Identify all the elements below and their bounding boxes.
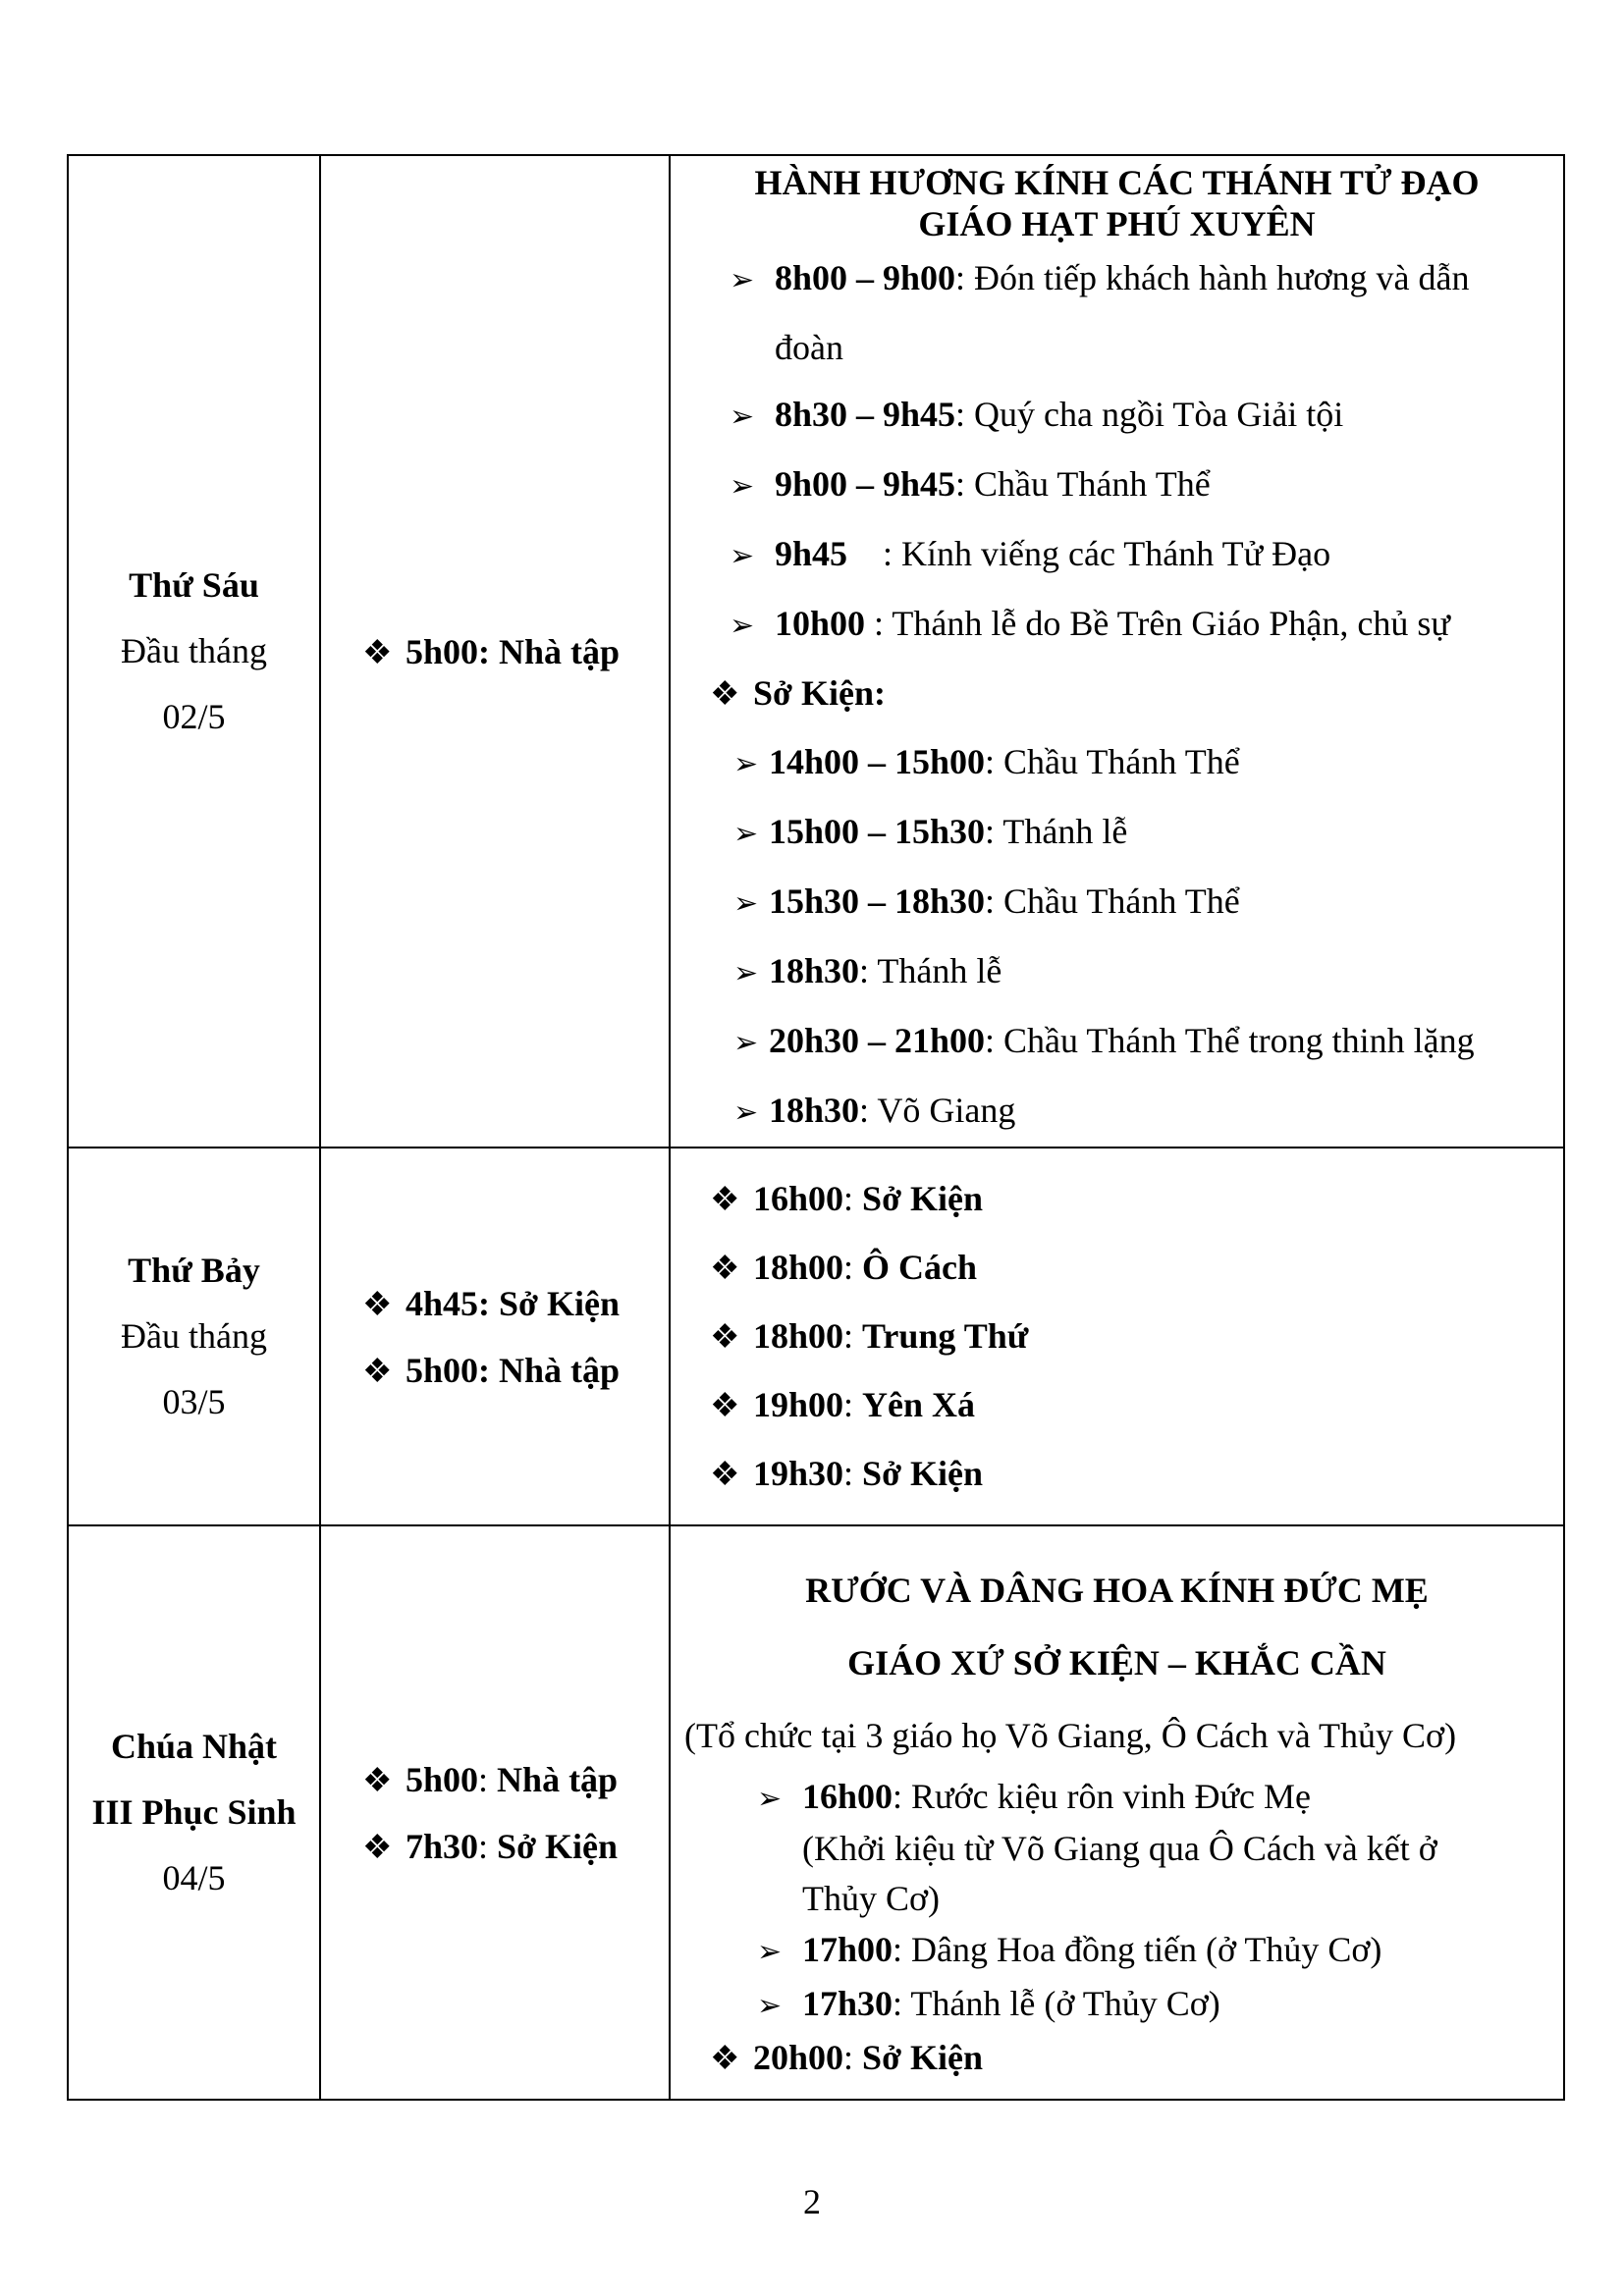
- list-item: ➢ 9h45 : Kính viếng các Thánh Tử Đạo: [730, 520, 1563, 590]
- event-title: HÀNH HƯƠNG KÍNH CÁC THÁNH TỬ ĐẠO GIÁO HẠT PHÚ XUYÊN: [754, 163, 1480, 243]
- events-cell: [670, 1525, 1564, 2100]
- morning-cell: [320, 1525, 670, 2100]
- morning-cell: [320, 155, 670, 1148]
- list-item: ➢ 15h30 – 18h30: Chầu Thánh Thể: [733, 868, 1563, 937]
- diamond-bullet-icon: ❖: [362, 1829, 393, 1866]
- sub-header: ❖ Sở Kiện:: [710, 660, 1563, 728]
- list-item: ❖ 16h00: Sở Kiện: [710, 1165, 1563, 1234]
- arrow-bullet-icon: ➢: [730, 610, 755, 642]
- day-name: Thứ Bảy: [128, 1251, 260, 1290]
- table-row: [68, 155, 1564, 1148]
- arrow-bullet-icon: ➢: [733, 1027, 759, 1059]
- list-item: ➢ 9h00 – 9h45: Chầu Thánh Thể: [730, 451, 1563, 520]
- list-item-continuation: đoàn: [775, 328, 843, 367]
- list-item: ❖ 19h30: Sở Kiện: [710, 1440, 1563, 1509]
- list-item: ➢ 17h00: Dâng Hoa đồng tiến (ở Thủy Cơ): [757, 1924, 1563, 1978]
- day-cell: [68, 1148, 320, 1525]
- list-item: ❖ 19h00: Yên Xá: [710, 1371, 1563, 1440]
- day-sub: Đầu tháng: [121, 1316, 267, 1356]
- events-cell: [670, 155, 1564, 1148]
- list-item: ➢ 18h30: Võ Giang: [733, 1077, 1563, 1147]
- arrow-bullet-icon: ➢: [733, 887, 759, 920]
- diamond-bullet-icon: ❖: [710, 1456, 740, 1493]
- arrow-bullet-icon: ➢: [757, 1783, 783, 1815]
- list-item: ❖ 20h00: Sở Kiện: [710, 2032, 1563, 2085]
- day-name: Chúa Nhật: [110, 1727, 278, 1766]
- day-sub: III Phục Sinh: [91, 1792, 297, 1832]
- list-item-continuation: (Khởi kiệu từ Võ Giang qua Ô Cách và kết ở: [802, 1829, 1437, 1868]
- list-item: ➢ 8h30 – 9h45: Quý cha ngồi Tòa Giải tội: [730, 381, 1563, 451]
- list-item: ❖ 4h45: Sở Kiện: [362, 1270, 669, 1337]
- diamond-bullet-icon: ❖: [710, 1318, 740, 1356]
- arrow-bullet-icon: ➢: [757, 1936, 783, 1968]
- diamond-bullet-icon: ❖: [710, 676, 740, 713]
- arrow-bullet-icon: ➢: [733, 818, 759, 850]
- diamond-bullet-icon: ❖: [710, 2041, 740, 2077]
- day-date: 03/5: [162, 1382, 226, 1421]
- day-cell: [68, 1525, 320, 2100]
- list-item: ➢ 15h00 – 15h30: Thánh lễ: [733, 798, 1563, 868]
- arrow-bullet-icon: ➢: [730, 540, 755, 572]
- arrow-bullet-icon: ➢: [733, 1096, 759, 1129]
- arrow-bullet-icon: ➢: [730, 264, 755, 296]
- list-item: ❖ 5h00: Nhà tập: [362, 618, 669, 685]
- list-item: ❖ 18h00: Ô Cách: [710, 1234, 1563, 1303]
- list-item-continuation: Thủy Cơ): [802, 1879, 941, 1918]
- arrow-bullet-icon: ➢: [757, 1990, 783, 2022]
- diamond-bullet-icon: ❖: [710, 1250, 740, 1287]
- schedule-table: [67, 154, 1565, 2101]
- diamond-bullet-icon: ❖: [362, 634, 393, 671]
- list-item: ❖ 7h30: Sở Kiện: [362, 1813, 669, 1880]
- page-number: 2: [803, 2182, 821, 2221]
- day-date: 02/5: [162, 697, 226, 736]
- arrow-bullet-icon: ➢: [733, 957, 759, 989]
- arrow-bullet-icon: ➢: [730, 470, 755, 503]
- event-title: RƯỚC VÀ DÂNG HOA KÍNH ĐỨC MẸ GIÁO XỨ SỞ KIỆN – KHẮC CẦN: [805, 1571, 1429, 1682]
- list-item: ➢ 16h00: Rước kiệu rôn vinh Đức Mẹ: [757, 1772, 1563, 1824]
- list-item: ❖ 5h00: Nhà tập: [362, 1337, 669, 1404]
- list-item: ❖ 18h00: Trung Thứ: [710, 1303, 1563, 1371]
- day-sub: Đầu tháng: [121, 631, 267, 670]
- arrow-bullet-icon: ➢: [733, 748, 759, 780]
- note: (Tổ chức tại 3 giáo họ Võ Giang, Ô Cách và Thủy Cơ): [684, 1716, 1457, 1755]
- day-cell: [68, 155, 320, 1148]
- diamond-bullet-icon: ❖: [362, 1286, 393, 1323]
- table-row: [68, 1525, 1564, 2100]
- table-row: [68, 1148, 1564, 1525]
- list-item: ➢ 20h30 – 21h00: Chầu Thánh Thể trong thinh lặng: [733, 1007, 1563, 1077]
- diamond-bullet-icon: ❖: [362, 1762, 393, 1799]
- list-item: ➢ 18h30: Thánh lễ: [733, 937, 1563, 1007]
- diamond-bullet-icon: ❖: [710, 1387, 740, 1424]
- diamond-bullet-icon: ❖: [362, 1353, 393, 1390]
- list-item: ➢ 17h30: Thánh lễ (ở Thủy Cơ): [757, 1978, 1563, 2032]
- events-cell: [670, 1148, 1564, 1525]
- day-name: Thứ Sáu: [129, 565, 259, 605]
- list-item: ➢ 10h00 : Thánh lễ do Bề Trên Giáo Phận, chủ sự: [730, 590, 1563, 660]
- list-item: ➢ 14h00 – 15h00: Chầu Thánh Thể: [733, 728, 1563, 798]
- arrow-bullet-icon: ➢: [730, 400, 755, 433]
- list-item: ❖ 5h00: Nhà tập: [362, 1746, 669, 1813]
- day-date: 04/5: [162, 1858, 226, 1897]
- list-item: ➢ 8h00 – 9h00: Đón tiếp khách hành hương và dẫn: [730, 244, 1563, 314]
- diamond-bullet-icon: ❖: [710, 1181, 740, 1218]
- morning-cell: [320, 1148, 670, 1525]
